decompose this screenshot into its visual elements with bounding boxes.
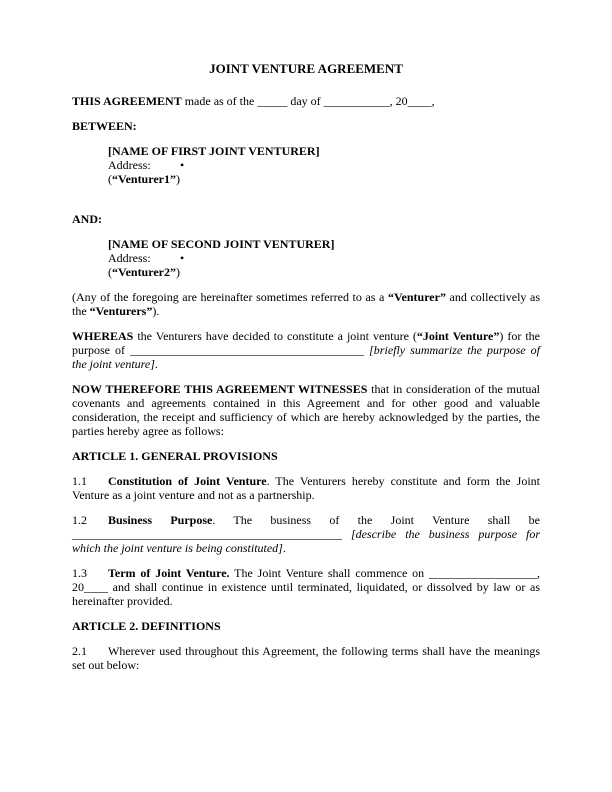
address-bullet: • [180,251,185,265]
article-2-heading: ARTICLE 2. DEFINITIONS [72,619,221,633]
opening-clause-lead: THIS AGREEMENT [72,94,182,108]
first-venturer-name-placeholder: [NAME OF FIRST JOINT VENTURER] [108,144,320,158]
first-venturer-address-line [108,158,540,172]
alias-paren-open: ( [108,265,112,279]
section-1-3-heading: Term of Joint Venture. [108,566,230,580]
now-therefore-clause [72,382,540,438]
section-1-2-text: . [282,541,286,555]
second-venturer-alias-line [108,265,540,279]
address-label: Address: [108,158,151,172]
section-1-3-text: The Joint Venture shall commence on __________________, 20____ and shall continue in existence until terminated, liquidated, or dissolved by law or as hereinafter provided. [72,566,540,608]
foregoing-definition-paragraph [72,290,540,318]
foregoing-text: ). [152,304,160,318]
document-title: JOINT VENTURE AGREEMENT [209,61,403,76]
second-venturer-address-line [108,251,540,265]
venturer-defined-term: “Venturer” [387,290,446,304]
first-venturer-alias-line [108,172,540,186]
alias-paren-open: ( [108,172,112,186]
alias-paren-close: ) [176,172,180,186]
section-1-1-text: . The Venturers hereby constitute and form the Joint Venture as a joint venture and not as a partnership. [72,474,541,502]
opening-clause [72,94,540,108]
purpose-drafting-instruction: [briefly summarize the purpose of the joint venture] [72,343,540,371]
section-1-3 [72,566,540,608]
purpose-blank: ) for the purpose of _______________________________________ [72,329,540,357]
whereas-text: the Venturers have decided to constitute a joint venture ( [133,329,417,343]
business-purpose-blank: . The business of the Joint Venture shall be _____________________________________________ [72,513,540,541]
foregoing-text: and collectively as the [72,290,541,318]
section-1-1 [72,474,540,502]
opening-clause-rest: made as of the _____ day of ___________, 20____, [181,94,435,108]
venturers-defined-term: “Venturers” [89,304,153,318]
section-2-1-text: Wherever used throughout this Agreement, the following terms shall have the meanings set out below: [72,644,540,672]
second-venturer-alias: “Venturer2” [112,265,176,279]
whereas-text: . [154,357,158,371]
article-1-heading: ARTICLE 1. GENERAL PROVISIONS [72,449,278,463]
between-label: BETWEEN: [72,119,137,133]
now-therefore-text: that in consideration of the mutual covenants and agreements contained in this Agreement and for other good and valuable consideration, the receipt and sufficiency of which are hereby acknowledged by the parties, the parties hereby agree as follows: [72,382,540,438]
foregoing-text: (Any of the foregoing are hereinafter sometimes referred to as a [72,290,388,304]
now-therefore-lead: NOW THEREFORE THIS AGREEMENT WITNESSES [72,382,368,396]
address-label: Address: [108,251,151,265]
section-1-1-heading: Constitution of Joint Venture [108,474,267,488]
section-2-1 [72,644,540,672]
section-1-2 [72,513,540,555]
section-number: 1.2 [72,513,87,527]
business-purpose-drafting-instruction: [describe the business purpose for which the joint venture is being constituted] [72,527,540,555]
and-label: AND: [72,212,102,226]
whereas-clause [72,329,540,371]
section-1-2-heading: Business Purpose [108,513,213,527]
party-block-first-venturer [108,144,540,186]
address-bullet: • [180,158,185,172]
whereas-lead: WHEREAS [72,329,134,343]
section-number: 1.1 [72,474,87,488]
first-venturer-alias: “Venturer1” [112,172,176,186]
second-venturer-name-placeholder: [NAME OF SECOND JOINT VENTURER] [108,237,335,251]
section-number: 2.1 [72,644,87,658]
alias-paren-close: ) [176,265,180,279]
party-block-second-venturer [108,237,540,279]
joint-venture-defined-term: “Joint Venture” [416,329,500,343]
section-number: 1.3 [72,566,87,580]
